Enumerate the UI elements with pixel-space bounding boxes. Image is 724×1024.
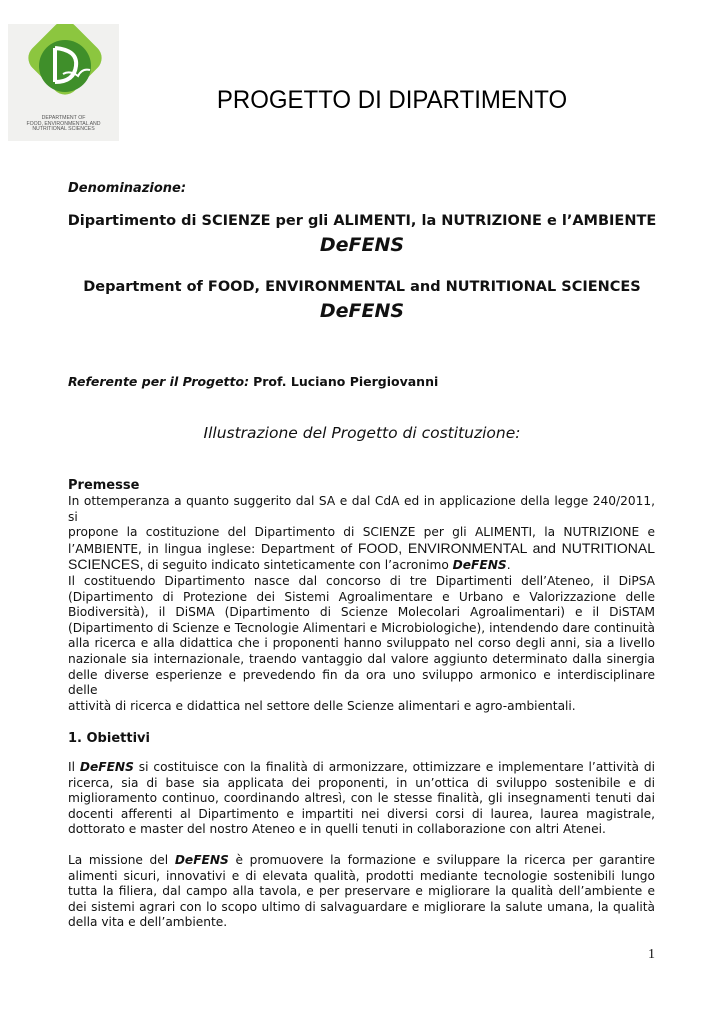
referente-value: Prof. Luciano Piergiovanni	[253, 374, 439, 389]
text-line: Biodiversità), il DiSMA (Dipartimento di Scienze Molecolari Agroalimentari) e il DiSTAM	[68, 605, 655, 620]
page-number: 1	[648, 947, 655, 962]
text-segment-large: FOOD, ENVIRONMENTAL and NUTRITIONAL	[357, 539, 655, 556]
text-segment: l’AMBIENTE, in lingua inglese: Department of	[68, 541, 353, 556]
text-segment: Il	[68, 760, 80, 774]
text-line: ricerca, sia di base sia applicata dei proponenti, in un’ottica di sviluppo sostenibile e di	[68, 775, 655, 790]
page-title: PROGETTO DI DIPARTIMENTO	[216, 86, 568, 114]
text-line: della vita e dell’ambiente.	[68, 915, 228, 930]
premesse-paragraph-1	[68, 494, 655, 574]
text-line: (Dipartimento di Scienze e Tecnologie Alimentari e Microbiologiche), intendendo dare continuità	[68, 620, 655, 635]
heading-premesse: Premesse	[68, 478, 140, 493]
text-line	[68, 760, 655, 776]
text-segment: si costituisce con la finalità di armonizzare, ottimizzare e implementare l’attività di	[133, 760, 655, 774]
text-segment-large: SCIENCES,	[68, 556, 144, 573]
text-line: alla ricerca e alla didattica che i proponenti hanno sviluppato nel corso degli anni, sia a livello	[68, 636, 655, 651]
denominazione-label: Denominazione:	[68, 181, 187, 196]
section-title-illustrazione: Illustrazione del Progetto di costituzione:	[203, 424, 521, 442]
acronym-inline: DeFENS	[174, 853, 229, 867]
text-line	[68, 541, 655, 558]
text-segment: di seguito indicato sinteticamente con l’acronimo	[143, 558, 453, 573]
text-line: Il costituendo Dipartimento nasce dal concorso di tre Dipartimenti dell’Ateneo, il DiPSA	[68, 574, 655, 588]
logo-caption-line: FOOD, ENVIRONMENTAL AND	[26, 120, 101, 127]
text-line: docenti afferenti al Dipartimento e impartiti nei diversi corsi di laurea, laurea magistrale,	[68, 806, 655, 821]
obiettivi-paragraph-2	[68, 853, 655, 931]
referente-label: Referente per il Progetto:	[68, 374, 250, 389]
text-line: attività di ricerca e didattica nel settore delle Scienze alimentari e agro-ambientali.	[68, 698, 576, 713]
logo-emblem-icon	[8, 24, 119, 116]
text-line: tutta la filiera, dal campo alla tavola, e per preservare e migliorare la qualità dell’ambiente e	[68, 884, 655, 899]
premesse-paragraph-2	[68, 574, 655, 714]
obiettivi-paragraph-1	[68, 760, 655, 838]
text-segment: è promuovere la formazione e sviluppare la ricerca per garantire	[228, 853, 655, 867]
text-line: nazionale sia internazionale, traendo vantaggio dal valore aggiunto determinato dalla sinergia	[68, 651, 655, 666]
logo-caption-line: NUTRITIONAL SCIENCES	[32, 126, 95, 133]
text-line: delle diverse esperienze e prevedendo fin da ora uno sviluppo armonico e interdisciplinare delle	[68, 667, 655, 698]
text-line: (Dipartimento di Protezione dei Sistemi Agroalimentare e Urbano e Valorizzazione delle	[68, 589, 655, 604]
logo-caption	[8, 116, 119, 133]
department-logo	[8, 24, 119, 141]
department-name-english: Department of FOOD, ENVIRONMENTAL and NUTRITIONAL SCIENCES	[83, 279, 641, 295]
text-line: dei sistemi agrari con lo scopo ultimo di salvaguardare e migliorare la salute umana, la qualità	[68, 899, 655, 914]
text-line: alimenti sicuri, innovativi e di elevata qualità, prodotti mediante tecnologie sostenibili lungo	[68, 868, 655, 883]
heading-obiettivi: 1. Obiettivi	[68, 731, 150, 746]
text-line: miglioramento continuo, coordinando altresì, con le stesse finalità, gli insegnamenti tenuti dai	[68, 791, 655, 806]
text-line: dottorato e master del nostro Ateneo e in quelli tenuti in collaborazione con altri Atenei.	[68, 822, 606, 837]
text-line: In ottemperanza a quanto suggerito dal SA e dal CdA ed in applicazione della legge 240/2011, si	[68, 494, 655, 524]
acronym-english: DeFENS	[319, 300, 405, 322]
department-name-italian: Dipartimento di SCIENZE per gli ALIMENTI, la NUTRIZIONE e l’AMBIENTE	[67, 213, 657, 229]
text-line	[68, 557, 655, 574]
acronym-inline: DeFENS	[79, 760, 134, 774]
logo-caption-line: DEPARTMENT OF	[41, 115, 86, 121]
acronym-italian: DeFENS	[319, 234, 405, 256]
text-segment: .	[506, 558, 511, 573]
text-line: propone la costituzione del Dipartimento di SCIENZE per gli ALIMENTI, la NUTRIZIONE e	[68, 525, 655, 540]
acronym-inline: DeFENS	[452, 558, 507, 573]
referente-line	[68, 374, 438, 389]
text-line	[68, 853, 655, 869]
text-segment: La missione del	[68, 853, 175, 867]
